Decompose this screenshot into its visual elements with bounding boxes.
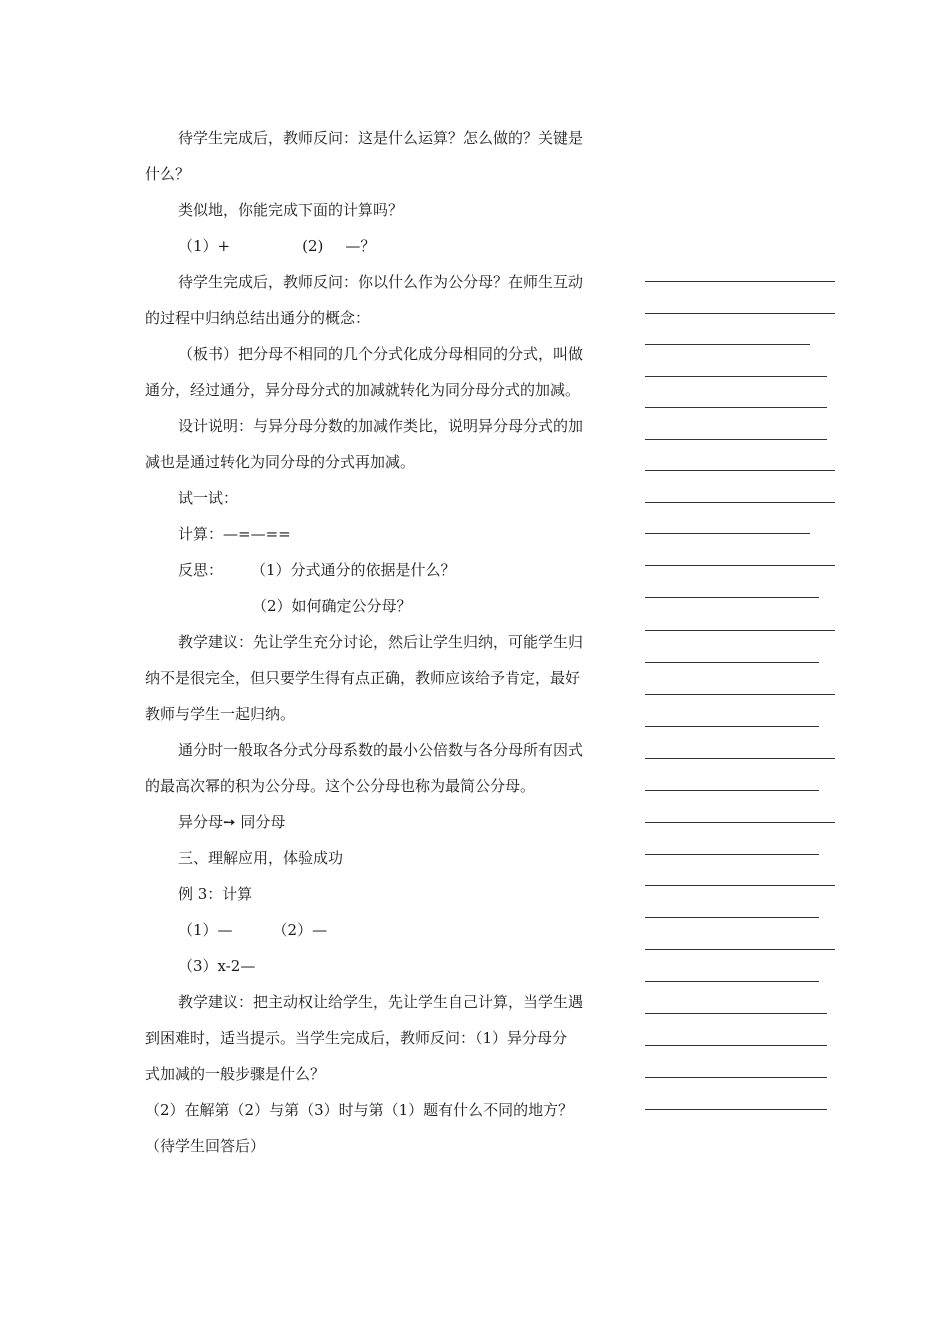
note-line (645, 885, 835, 886)
text-line: （2）如何确定公分母？ (252, 597, 412, 615)
note-line (645, 313, 835, 314)
note-line (645, 1109, 827, 1110)
text-line: 教师与学生一起归纳。 (145, 705, 296, 723)
text-line: 教学建议：把主动权让给学生，先让学生自己计算，当学生遇 (178, 993, 584, 1011)
text-line (145, 912, 635, 948)
text-line: 到困难时，适当提示。当学生完成后，教师反问：（1）异分母分 (145, 1029, 568, 1047)
text-line: （3）x-2— (178, 957, 256, 975)
note-line (645, 694, 835, 695)
note-line (645, 1045, 827, 1046)
reflect-question-1: （1）分式通分的依据是什么？ (251, 561, 456, 579)
note-line (645, 439, 827, 440)
note-line (645, 281, 835, 282)
calc-item-2-op: —？ (345, 237, 376, 255)
note-line (645, 502, 835, 503)
note-line (645, 1013, 827, 1014)
note-line (645, 1077, 827, 1078)
text-line: 设计说明：与异分母分数的加减作类比，说明异分母分式的加 (178, 417, 584, 435)
text-line: 类似地，你能完成下面的计算吗？ (178, 201, 404, 219)
note-line (645, 790, 819, 791)
text-line: 式加减的一般步骤是什么？ (145, 1065, 326, 1083)
note-line (645, 630, 835, 631)
note-line (645, 597, 819, 598)
text-line: 待学生完成后，教师反问：你以什么作为公分母？在师生互动 (178, 273, 584, 291)
reflect-label: 反思： (178, 561, 224, 579)
note-line (645, 344, 810, 345)
text-line: （板书）把分母不相同的几个分式化成分母相同的分式，叫做 (178, 345, 584, 363)
note-line (645, 758, 835, 759)
text-line: 例 3：计算 (178, 885, 253, 903)
text-line: 教学建议：先让学生充分讨论，然后让学生归纳，可能学生归 (178, 633, 584, 651)
note-line (645, 376, 827, 377)
note-line (645, 470, 835, 471)
text-line: 异分母➙ 同分母 (178, 813, 286, 831)
note-line (645, 917, 819, 918)
text-line: 试一试： (178, 489, 239, 507)
note-line (645, 662, 819, 663)
note-line (645, 726, 819, 727)
text-line: 通分时一般取各分式分母系数的最小公倍数与各分母所有因式 (178, 741, 584, 759)
note-line (645, 981, 819, 982)
text-line: （待学生回答后） (145, 1137, 266, 1155)
text-line (145, 228, 635, 264)
calc-item-1: （1）+ (178, 237, 231, 255)
note-line (645, 565, 835, 566)
text-line: （2）在解第（2）与第（3）时与第（1）题有什么不同的地方？ (145, 1101, 574, 1119)
text-line: 什么？ (145, 165, 191, 183)
text-line: 三、理解应用，体验成功 (178, 849, 344, 867)
text-line: 通分，经过通分，异分母分式的加减就转化为同分母分式的加减。 (145, 381, 581, 399)
example-item-1: （1）— (178, 921, 233, 939)
text-line (145, 552, 635, 588)
note-line (645, 822, 835, 823)
text-line: 计算：—=—== (178, 525, 291, 543)
calc-item-2: (2) (302, 237, 324, 255)
text-line: 减也是通过转化为同分母的分式再加减。 (145, 453, 416, 471)
example-item-2: （2）— (272, 921, 328, 939)
note-line (645, 854, 819, 855)
text-line: 的最高次幂的积为公分母。这个公分母也称为最简公分母。 (145, 777, 536, 795)
text-line: 纳不是很完全，但只要学生得有点正确，教师应该给予肯定，最好 (145, 669, 581, 687)
note-line (645, 407, 827, 408)
main-text-column (145, 120, 635, 1164)
text-line: 待学生完成后，教师反问：这是什么运算？怎么做的？关键是 (178, 129, 584, 147)
note-line (645, 533, 810, 534)
text-line: 的过程中归纳总结出通分的概念： (145, 309, 371, 327)
note-line (645, 949, 835, 950)
